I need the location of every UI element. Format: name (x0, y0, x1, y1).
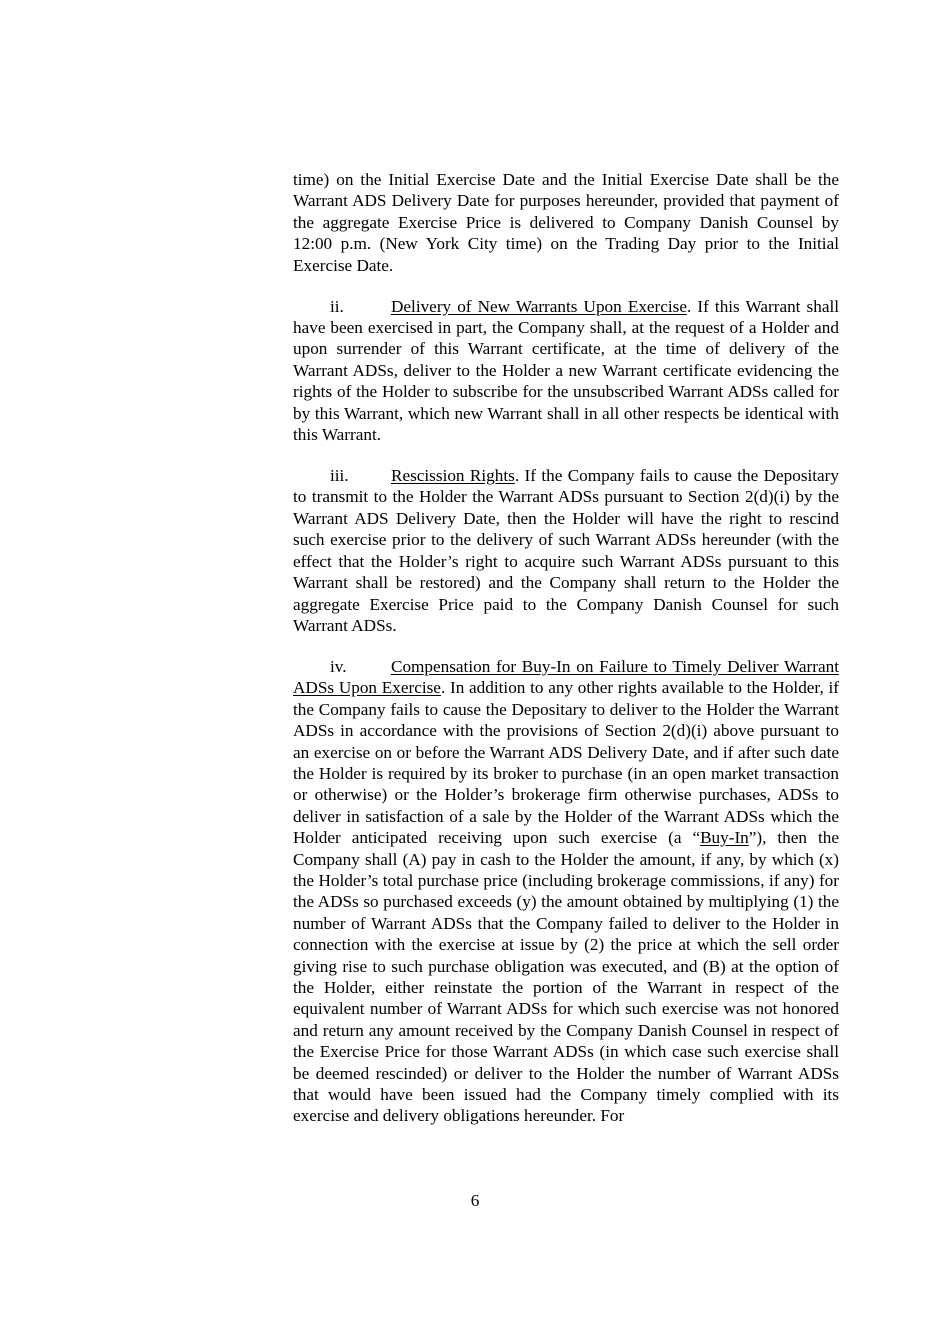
paragraph-intro-text: time) on the Initial Exercise Date and the Initial Exercise Date shall be the Warrant ADS Delivery Date for purposes hereunder, provided that payment of the aggregate Exercise Price is delivered to Company Danish Counsel by 12:00 p.m. (New York City time) on the Trading Day prior to the Initial Exercise Date. (293, 170, 839, 275)
clause-heading-iii: Rescission Rights (391, 466, 515, 486)
defined-term-buy-in: Buy-In (700, 828, 749, 848)
paragraph-ii (293, 296, 839, 446)
clause-number-ii: ii. (330, 296, 344, 316)
clause-heading-ii: Delivery of New Warrants Upon Exercise (391, 296, 687, 316)
clause-number-iv: iv. (330, 656, 347, 676)
clause-heading-iv: Compensation for Buy-In on Failure to Timely Deliver Warrant ADSs Upon Exercise (293, 656, 839, 698)
page-number: 6 (470, 1191, 480, 1210)
paragraph-iii (293, 465, 839, 636)
paragraph-intro (293, 169, 839, 276)
clause-number-iii: iii. (330, 466, 349, 486)
clause-text-iv-before: . In addition to any other rights available to the Holder, if the Company fails to cause the Depositary to deliver to the Holder the Warrant ADSs in accordance with the provisions of Section 2(d)(i) above pursuant to an exercise on or before the Warrant ADS Delivery Date, and if after such date the Holder is required by its broker to purchase (in an open market transaction or otherwise) or the Holder’s brokerage firm otherwise purchases, ADSs to deliver in satisfaction of a sale by the Holder of the Warrant ADSs which the Holder anticipated receiving upon such exercise (a “ (293, 678, 839, 848)
clause-text-iii: . If the Company fails to cause the Depositary to transmit to the Holder the Warrant ADSs pursuant to Section 2(d)(i) by the Warrant ADS Delivery Date, then the Holder will have the right to rescind such exercise prior to the delivery of such Warrant ADSs hereunder (with the effect that the Holder’s right to acquire such Warrant ADSs pursuant to this Warrant shall be restored) and the Company shall return to the Holder the aggregate Exercise Price paid to the Company Danish Counsel for such Warrant ADSs. (293, 466, 839, 635)
document-body (293, 169, 839, 1146)
clause-text-iv-after: ”), then the Company shall (A) pay in cash to the Holder the amount, if any, by which (x) the Holder’s total purchase price (including brokerage commissions, if any) for the ADSs so purchased exceeds (y) the amount obtained by multiplying (1) the number of Warrant ADSs that the Company failed to deliver to the Holder in connection with the exercise at issue by (2) the price at which the sell order giving rise to such purchase obligation was executed, and (B) at the option of the Holder, either reinstate the portion of the Warrant in respect of the equivalent number of Warrant ADSs for which such exercise was not honored and return any amount received by the Company Danish Counsel in respect of the Exercise Price for those Warrant ADSs (in which case such exercise shall be deemed rescinded) or deliver to the Holder the number of Warrant ADSs that would have been issued had the Company timely complied with its exercise and delivery obligations hereunder. For (293, 828, 839, 1126)
clause-text-ii: . If this Warrant shall have been exercised in part, the Company shall, at the request of a Holder and upon surrender of this Warrant certificate, at the time of delivery of the Warrant ADSs, deliver to the Holder a new Warrant certificate evidencing the rights of the Holder to subscribe for the unsubscribed Warrant ADSs called for by this Warrant, which new Warrant shall in all other respects be identical with this Warrant. (293, 296, 839, 445)
paragraph-iv (293, 656, 839, 1127)
